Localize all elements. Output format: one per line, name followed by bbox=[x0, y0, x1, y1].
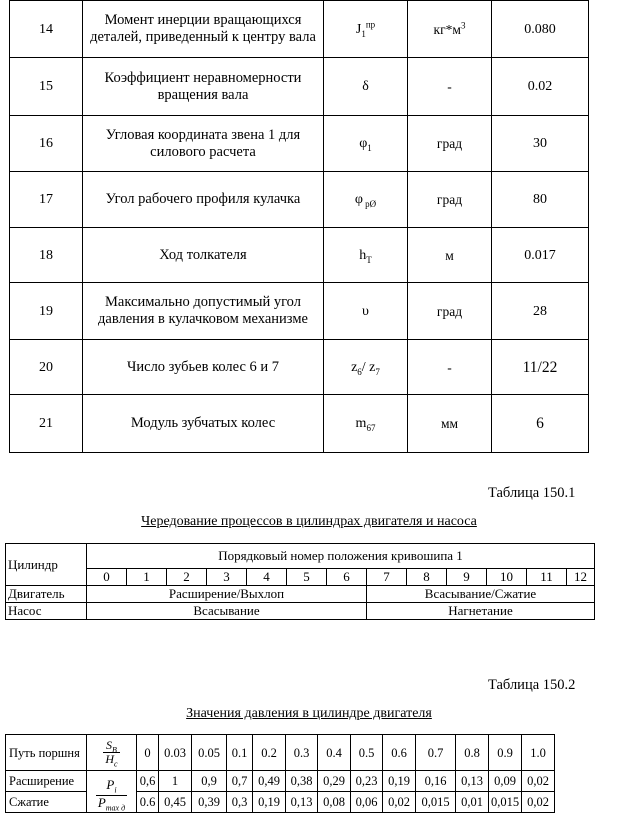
path-value-cell: 0 bbox=[137, 735, 159, 771]
expansion-value-cell: 0,38 bbox=[286, 771, 318, 792]
path-value-cell: 0.2 bbox=[253, 735, 286, 771]
param-name: Модуль зубчатых колес bbox=[83, 395, 324, 453]
compression-value-cell: 0.6 bbox=[137, 792, 159, 813]
path-value-cell: 0.05 bbox=[192, 735, 227, 771]
expansion-label: Расширение bbox=[6, 771, 87, 792]
param-unit: град bbox=[408, 116, 492, 172]
path-value-cell: 1.0 bbox=[522, 735, 555, 771]
param-name: Ход толкателя bbox=[83, 228, 324, 283]
crank-position-cell: 3 bbox=[207, 569, 247, 586]
param-symbol: $J_1^{пр}$ bbox=[324, 1, 408, 58]
param-row bbox=[10, 228, 589, 283]
param-name: Момент инерции вращающихся деталей, приведенный к центру вала bbox=[83, 1, 324, 58]
expansion-value-cell: 0,09 bbox=[489, 771, 522, 792]
param-unit: $кг*м^3$ bbox=[408, 1, 492, 58]
param-value: 30 bbox=[492, 116, 589, 172]
crank-position-cell: 0 bbox=[87, 569, 127, 586]
table-150-2-title: Значения давления в цилиндре двигателя bbox=[186, 706, 432, 721]
compression-value-cell: 0,19 bbox=[253, 792, 286, 813]
param-number: 16 bbox=[10, 116, 83, 172]
param-number: 19 bbox=[10, 283, 83, 340]
param-number: 14 bbox=[10, 1, 83, 58]
param-unit: град bbox=[408, 172, 492, 228]
param-value: 0.02 bbox=[492, 58, 589, 116]
process-alternation-table bbox=[5, 543, 595, 620]
param-value: 0.017 bbox=[492, 228, 589, 283]
param-name: Число зубьев колес 6 и 7 bbox=[83, 340, 324, 395]
path-value-cell: 0.5 bbox=[351, 735, 383, 771]
compression-value-cell: 0,015 bbox=[416, 792, 456, 813]
engine-phase-intake: Всасывание/Сжатие bbox=[367, 586, 595, 603]
param-row bbox=[10, 395, 589, 453]
crank-position-cell: 2 bbox=[167, 569, 207, 586]
compression-value-cell: 0,08 bbox=[318, 792, 351, 813]
param-value: 0.080 bbox=[492, 1, 589, 58]
pressure-values-table bbox=[5, 734, 555, 813]
path-value-cell: 0.6 bbox=[383, 735, 416, 771]
param-symbol: $z_6/$ $z_7$ bbox=[324, 340, 408, 395]
table-150-1-caption: Таблица 150.1 bbox=[488, 485, 576, 501]
expansion-value-cell: 0,49 bbox=[253, 771, 286, 792]
expansion-value-cell: 0,13 bbox=[456, 771, 489, 792]
cylinder-header: Цилиндр bbox=[6, 544, 87, 586]
expansion-value-cell: 0,19 bbox=[383, 771, 416, 792]
pressure-ratio-symbol: $\frac{P_i}{P_{max д}}$ bbox=[87, 771, 137, 813]
path-value-cell: 0.8 bbox=[456, 735, 489, 771]
expansion-value-cell: 1 bbox=[159, 771, 192, 792]
crank-position-cell: 6 bbox=[327, 569, 367, 586]
compression-value-cell: 0,02 bbox=[383, 792, 416, 813]
param-row bbox=[10, 58, 589, 116]
crank-position-cell: 1 bbox=[127, 569, 167, 586]
param-number: 15 bbox=[10, 58, 83, 116]
expansion-value-cell: 0,02 bbox=[522, 771, 555, 792]
crank-position-cell: 12 bbox=[567, 569, 595, 586]
param-row bbox=[10, 340, 589, 395]
param-symbol: $m_{67}$ bbox=[324, 395, 408, 453]
path-value-cell: 0.3 bbox=[286, 735, 318, 771]
param-unit: - bbox=[408, 58, 492, 116]
param-number: 21 bbox=[10, 395, 83, 453]
param-number: 17 bbox=[10, 172, 83, 228]
path-label: Путь поршня bbox=[6, 735, 87, 771]
param-name: Максимально допустимый угол давления в кулачковом механизме bbox=[83, 283, 324, 340]
param-row bbox=[10, 172, 589, 228]
crank-position-cell: 7 bbox=[367, 569, 407, 586]
path-value-cell: 0.7 bbox=[416, 735, 456, 771]
path-value-cell: 0.4 bbox=[318, 735, 351, 771]
table-150-1-title: Чередование процессов в цилиндрах двигателя и насоса bbox=[141, 514, 477, 529]
parameters-table bbox=[9, 0, 589, 453]
path-ratio-symbol: $\frac{S_B}{H_c}$ bbox=[87, 735, 137, 771]
compression-value-cell: 0,3 bbox=[227, 792, 253, 813]
path-value-cell: 0.9 bbox=[489, 735, 522, 771]
param-row bbox=[10, 283, 589, 340]
param-name: Коэффициент неравномерности вращения вала bbox=[83, 58, 324, 116]
path-value-cell: 0.1 bbox=[227, 735, 253, 771]
param-name: Угол рабочего профиля кулачка bbox=[83, 172, 324, 228]
crank-position-header: Порядковый номер положения кривошипа 1 bbox=[87, 544, 595, 569]
engine-label: Двигатель bbox=[6, 586, 87, 603]
param-row bbox=[10, 116, 589, 172]
param-value: 28 bbox=[492, 283, 589, 340]
crank-position-cell: 9 bbox=[447, 569, 487, 586]
param-symbol: υ bbox=[324, 283, 408, 340]
param-symbol: δ bbox=[324, 58, 408, 116]
expansion-value-cell: 0,7 bbox=[227, 771, 253, 792]
path-value-cell: 0.03 bbox=[159, 735, 192, 771]
crank-position-cell: 5 bbox=[287, 569, 327, 586]
param-value: 11/22 bbox=[492, 340, 589, 395]
param-unit: мм bbox=[408, 395, 492, 453]
param-number: 20 bbox=[10, 340, 83, 395]
table-150-2-caption: Таблица 150.2 bbox=[488, 677, 576, 693]
compression-value-cell: 0,39 bbox=[192, 792, 227, 813]
compression-value-cell: 0,015 bbox=[489, 792, 522, 813]
expansion-value-cell: 0,29 bbox=[318, 771, 351, 792]
expansion-value-cell: 0,6 bbox=[137, 771, 159, 792]
param-symbol: $\varphi_1$ bbox=[324, 116, 408, 172]
expansion-value-cell: 0,16 bbox=[416, 771, 456, 792]
engine-phase-expansion: Расширение/Выхлоп bbox=[87, 586, 367, 603]
param-unit: м bbox=[408, 228, 492, 283]
param-value: 6 bbox=[492, 395, 589, 453]
crank-position-cell: 10 bbox=[487, 569, 527, 586]
param-unit: - bbox=[408, 340, 492, 395]
crank-position-cell: 8 bbox=[407, 569, 447, 586]
compression-value-cell: 0,45 bbox=[159, 792, 192, 813]
param-number: 18 bbox=[10, 228, 83, 283]
crank-position-cell: 4 bbox=[247, 569, 287, 586]
crank-position-cell: 11 bbox=[527, 569, 567, 586]
param-value: 80 bbox=[492, 172, 589, 228]
param-unit: град bbox=[408, 283, 492, 340]
param-row bbox=[10, 1, 589, 58]
compression-value-cell: 0,01 bbox=[456, 792, 489, 813]
pump-phase-discharge: Нагнетание bbox=[367, 603, 595, 620]
compression-value-cell: 0,13 bbox=[286, 792, 318, 813]
param-name: Угловая координата звена 1 для силового расчета bbox=[83, 116, 324, 172]
compression-label: Сжатие bbox=[6, 792, 87, 813]
param-symbol: $h_T$ bbox=[324, 228, 408, 283]
expansion-value-cell: 0,23 bbox=[351, 771, 383, 792]
compression-value-cell: 0,02 bbox=[522, 792, 555, 813]
pump-label: Насос bbox=[6, 603, 87, 620]
expansion-value-cell: 0,9 bbox=[192, 771, 227, 792]
param-symbol: φ $_{рØ}$ bbox=[324, 172, 408, 228]
pump-phase-intake: Всасывание bbox=[87, 603, 367, 620]
compression-value-cell: 0,06 bbox=[351, 792, 383, 813]
